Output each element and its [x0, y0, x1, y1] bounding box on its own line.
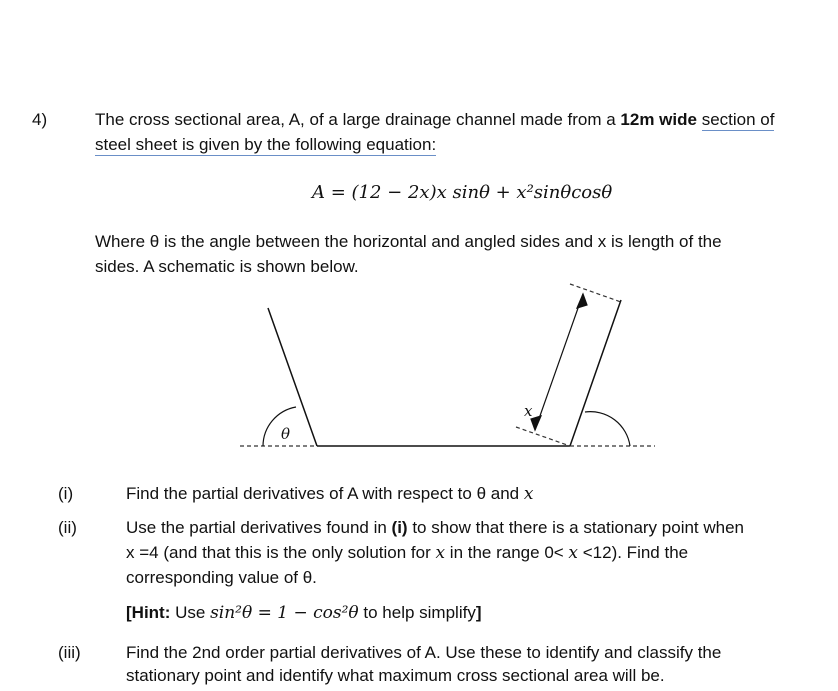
dimension-extension-top [570, 284, 621, 302]
part-iii-line2: stationary point and identify what maximum cross sectional area will be. [126, 666, 665, 685]
question-number: 4) [32, 110, 48, 129]
intro-prefix: The cross sectional area, A, of a large drainage channel made from a [95, 110, 621, 129]
part-iii-label: (iii) [58, 643, 81, 662]
theta-label: θ [281, 425, 291, 443]
right-side-line [570, 300, 621, 446]
hint-label: [Hint: [126, 603, 171, 622]
part-i-text [126, 484, 533, 504]
part-ii-line2-pre: x =4 (and that this is the only solution for [126, 543, 436, 562]
part-ii-line2-post: <12). Find the [578, 543, 689, 562]
where-line-2: sides. A schematic is shown below. [95, 257, 359, 276]
right-angle-arc [585, 412, 630, 446]
x-dimension-line [535, 294, 583, 430]
where-line-1: Where θ is the angle between the horizontal and angled sides and x is length of the [95, 232, 722, 251]
part-i-line1: Find the partial derivatives of A with respect to θ and [126, 484, 524, 503]
part-ii-label: (ii) [58, 518, 77, 537]
intro-link-2: steel sheet is given by the following equation: [95, 135, 437, 154]
x-dimension-arrow [531, 294, 587, 430]
part-ii-line2 [126, 543, 688, 563]
left-angle-arc [263, 407, 296, 446]
part-ii-var-x1: x [435, 543, 446, 563]
hint-post: to help simplify [358, 603, 476, 622]
angle-arcs [263, 407, 630, 446]
horizontal-reference [240, 284, 655, 446]
part-i-label: (i) [58, 484, 74, 503]
part-ii-bold-ref: (i) [391, 518, 408, 537]
x-arrowhead-bottom [531, 416, 541, 430]
hint-equation: sin²θ = 1 − cos²θ [210, 603, 359, 623]
intro-bold: 12m wide [620, 110, 697, 129]
part-ii-line3: corresponding value of θ. [126, 568, 317, 587]
part-ii-line2-mid: in the range 0< [445, 543, 569, 562]
x-arrowhead-top [577, 294, 587, 308]
intro-link-1: section of [701, 110, 775, 129]
hint-end: ] [475, 603, 482, 622]
x-label: x [524, 402, 533, 420]
part-i-var-x: x [523, 484, 534, 504]
part-ii-line1 [126, 518, 744, 538]
hint-mid: Use [170, 603, 211, 622]
part-ii-var-x2: x [568, 543, 579, 563]
part-ii-line1-pre: Use the partial derivatives found in [126, 518, 392, 537]
part-ii-line1-post: to show that there is a stationary point when [407, 518, 745, 537]
part-iii-line1: Find the 2nd order partial derivatives of A. Use these to identify and classify the [126, 643, 722, 662]
channel-outline [268, 300, 621, 446]
part-ii-hint [126, 603, 482, 623]
dimension-extension-bottom [516, 427, 570, 446]
left-side-line [268, 308, 317, 446]
equation-text: A = (12 − 2x)x sinθ + x²sinθcosθ [312, 182, 613, 203]
